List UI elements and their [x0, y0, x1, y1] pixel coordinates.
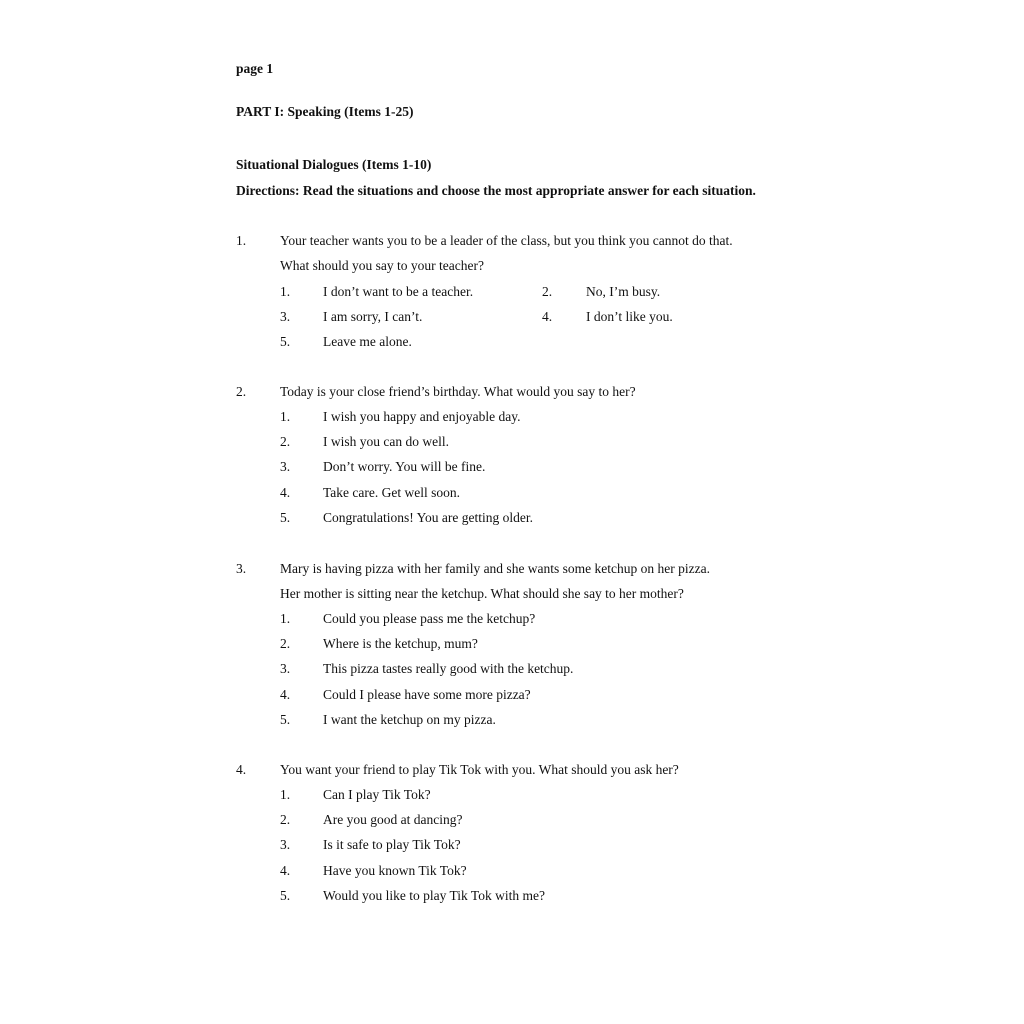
option-number: 2.	[280, 812, 291, 827]
option-text: Can I play Tik Tok?	[323, 787, 431, 802]
question-number: 2.	[236, 384, 247, 399]
option-text: This pizza tastes really good with the ketchup.	[323, 661, 574, 676]
option-text: I am sorry, I can’t.	[323, 309, 423, 324]
option-number: 3.	[280, 459, 291, 474]
option-text: No, I’m busy.	[586, 284, 661, 299]
question-number: 1.	[236, 233, 247, 248]
option-number: 2.	[280, 636, 291, 651]
option-number: 5.	[280, 510, 291, 525]
option-text: Would you like to play Tik Tok with me?	[323, 888, 545, 903]
option-number: 4.	[280, 485, 291, 500]
option-number: 1.	[280, 409, 291, 424]
option-text: I wish you can do well.	[323, 434, 449, 449]
option-number: 2.	[280, 434, 291, 449]
option-number: 4.	[280, 863, 291, 878]
option-number: 4.	[280, 687, 291, 702]
section-title: Situational Dialogues (Items 1-10)	[236, 157, 432, 172]
option-number: 3.	[280, 309, 291, 324]
option-text: I don’t want to be a teacher.	[323, 284, 474, 299]
question-text-line: Today is your close friend’s birthday. What would you say to her?	[280, 384, 636, 399]
question-number: 4.	[236, 762, 247, 777]
option-number: 1.	[280, 787, 291, 802]
question-text-line: Your teacher wants you to be a leader of the class, but you think you cannot do that.	[280, 233, 733, 248]
option-text: Could I please have some more pizza?	[323, 687, 531, 702]
option-number: 5.	[280, 712, 291, 727]
option-text: I don’t like you.	[586, 309, 673, 324]
option-text: Congratulations! You are getting older.	[323, 510, 533, 525]
option-number: 4.	[542, 309, 553, 324]
option-number: 1.	[280, 611, 291, 626]
question-text-line: What should you say to your teacher?	[280, 258, 484, 273]
option-number: 3.	[280, 837, 291, 852]
option-number: 1.	[280, 284, 291, 299]
option-text: Leave me alone.	[323, 334, 412, 349]
option-number: 5.	[280, 334, 291, 349]
question-text-line: Her mother is sitting near the ketchup. What should she say to her mother?	[280, 586, 684, 601]
option-text: Don’t worry. You will be fine.	[323, 459, 486, 474]
option-text: Have you known Tik Tok?	[323, 863, 467, 878]
option-number: 5.	[280, 888, 291, 903]
option-text: I wish you happy and enjoyable day.	[323, 409, 521, 424]
option-number: 2.	[542, 284, 553, 299]
option-text: Take care. Get well soon.	[323, 485, 460, 500]
option-text: I want the ketchup on my pizza.	[323, 712, 496, 727]
question-text-line: You want your friend to play Tik Tok with you. What should you ask her?	[280, 762, 679, 777]
option-text: Are you good at dancing?	[323, 812, 463, 827]
part-title: PART I: Speaking (Items 1-25)	[236, 104, 414, 119]
directions: Directions: Read the situations and choose the most appropriate answer for each situation.	[236, 183, 756, 198]
option-text: Could you please pass me the ketchup?	[323, 611, 536, 626]
option-text: Is it safe to play Tik Tok?	[323, 837, 461, 852]
question-number: 3.	[236, 561, 247, 576]
question-text-line: Mary is having pizza with her family and she wants some ketchup on her pizza.	[280, 561, 710, 576]
option-number: 3.	[280, 661, 291, 676]
option-text: Where is the ketchup, mum?	[323, 636, 478, 651]
page-label: page 1	[236, 61, 274, 76]
